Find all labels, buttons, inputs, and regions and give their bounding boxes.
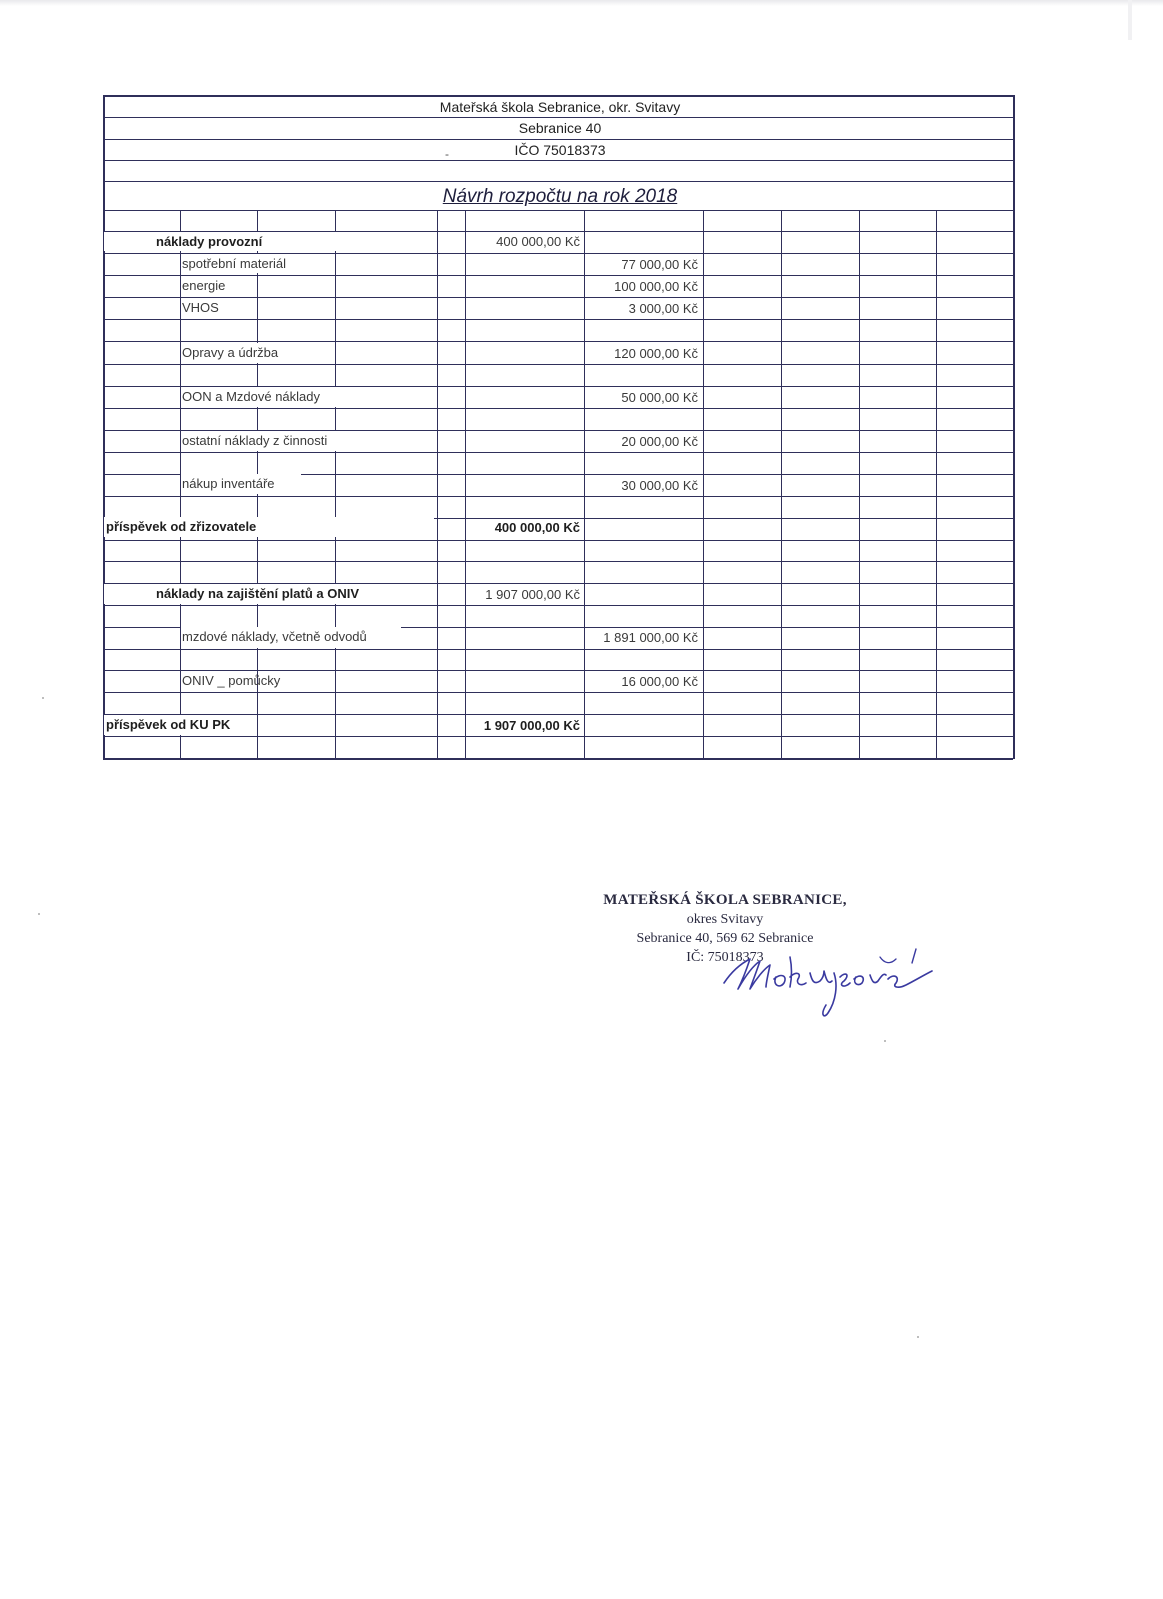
grid-line-horizontal [103,341,1013,342]
stamp-district: okres Svitavy [686,912,764,927]
merged-cell-mask [104,232,434,251]
scan-speck [42,697,44,699]
grid-line-horizontal [103,297,1013,298]
grid-line-horizontal [103,736,1013,737]
grid-line-vertical [781,210,782,759]
grid-line-horizontal [103,540,1013,541]
grid-line-horizontal [103,364,1013,365]
grid-line-vertical [936,210,937,759]
grid-line-vertical [859,210,860,759]
grid-line-horizontal [103,649,1013,650]
row-label-oon: OON a Mzdové náklady [182,389,321,404]
row-total-prispevek-zrizovatele: 400 000,00 Kč [494,520,580,535]
stamp-ic: IČ: 75018373 [686,950,764,965]
grid-line-vertical [465,210,466,759]
grid-line-vertical [703,210,704,759]
row-total-prispevek-ku: 1 907 000,00 Kč [483,718,580,733]
grid-line-horizontal [103,408,1013,409]
grid-line-horizontal [103,319,1013,320]
row-label-prispevek-zrizovatele: příspěvek od zřizovatele [106,519,257,534]
grid-line-horizontal [103,181,1013,182]
grid-line-vertical [335,210,336,759]
row-label-nakup: nákup inventáře [182,476,275,491]
row-amount-opravy: 120 000,00 Kč [614,346,698,361]
row-label-spotrebni: spotřební materiál [182,256,287,271]
row-total-naklady-platy: 1 907 000,00 Kč [485,587,580,602]
row-amount-spotrebni: 77 000,00 Kč [621,257,698,272]
grid-line-horizontal [103,452,1013,453]
school-ico: IČO 75018373 [514,142,606,158]
row-amount-energie: 100 000,00 Kč [614,279,698,294]
row-label-vhos: VHOS [182,300,219,315]
grid-line-horizontal [103,496,1013,497]
scan-speck [917,1336,919,1338]
row-total-naklady-provozni: 400 000,00 Kč [496,234,580,249]
grid-line-horizontal [103,561,1013,562]
row-label-mzdove: mzdové náklady, včetně odvodů [182,629,367,644]
row-amount-nakup: 30 000,00 Kč [621,478,698,493]
document-title: Návrh rozpočtu na rok 2018 [442,186,678,207]
grid-line-horizontal [103,210,1013,211]
scan-speck [38,913,40,915]
row-label-naklady-platy: náklady na zajištění platů a ONIV [156,586,360,601]
stamp-address: Sebranice 40, 569 62 Sebranice [636,931,814,946]
stray-dash: - [445,147,449,161]
school-address: Sebranice 40 [518,120,602,136]
row-label-oniv: ONIV _ pomůcky [182,673,281,688]
stamp-school-name: MATEŘSKÁ ŠKOLA SEBRANICE, [603,892,847,908]
grid-line-horizontal [103,160,1013,161]
scan-speck [884,1040,886,1042]
row-amount-oniv: 16 000,00 Kč [621,674,698,689]
row-amount-ostatni: 20 000,00 Kč [621,434,698,449]
grid-line-horizontal [103,275,1013,276]
grid-line-vertical [437,210,438,759]
row-label-prispevek-ku: příspěvek od KU PK [106,717,231,732]
row-amount-oon: 50 000,00 Kč [621,390,698,405]
handwritten-signature [720,945,960,1025]
grid-line-horizontal [103,692,1013,693]
row-label-ostatni: ostatní náklady z činnosti [182,433,328,448]
school-name: Mateřská škola Sebranice, okr. Svitavy [439,99,681,115]
row-amount-vhos: 3 000,00 Kč [628,301,698,316]
grid-line-horizontal [103,605,1013,606]
row-label-energie: energie [182,278,226,293]
row-label-opravy: Opravy a údržba [182,345,279,360]
grid-line-horizontal [103,758,1013,760]
row-label-naklady-provozni: náklady provozní [156,234,263,249]
row-amount-mzdove: 1 891 000,00 Kč [603,630,698,645]
